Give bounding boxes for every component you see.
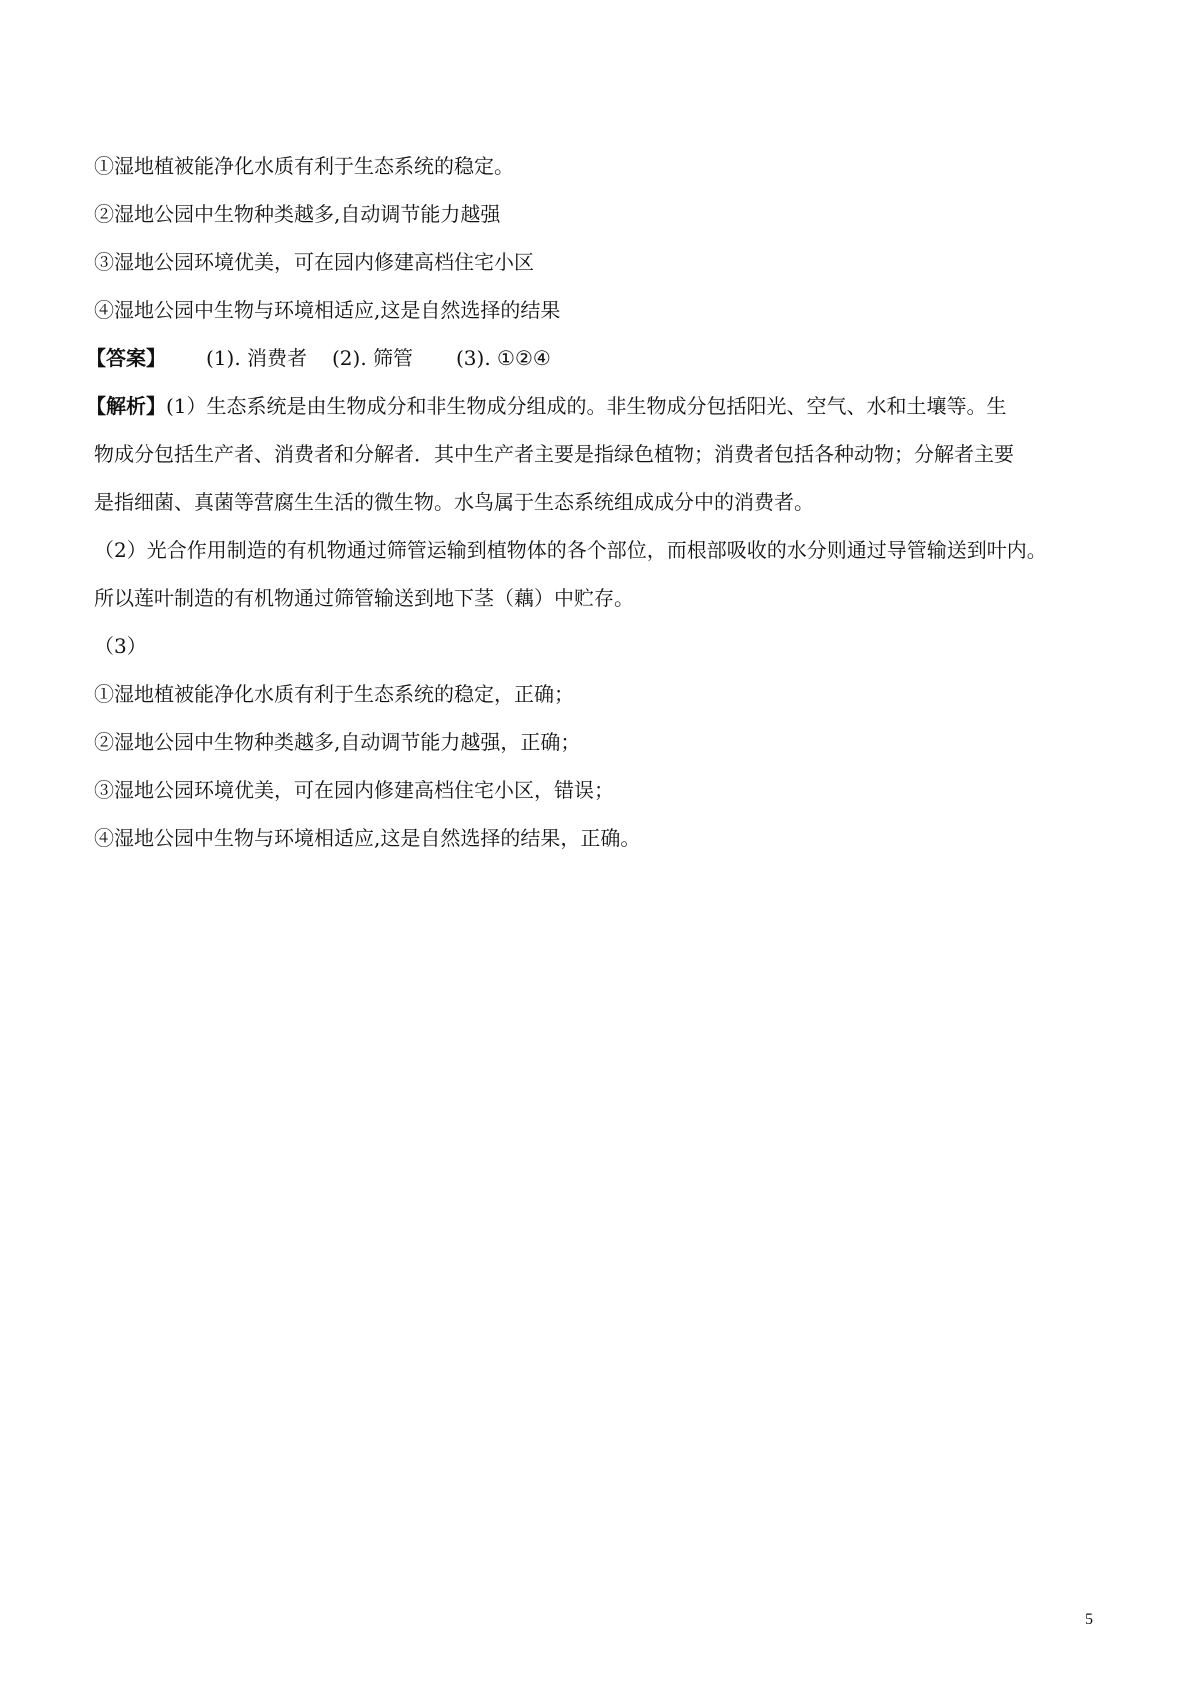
analysis-p2-line-2: 所以莲叶制造的有机物通过筛管输送到地下茎（藕）中贮存。: [94, 586, 634, 610]
answer-label: 【答案】: [86, 346, 166, 370]
answer-item-3: (3). ①②④: [456, 346, 551, 370]
judgement-2: ②湿地公园中生物种类越多,自动调节能力越强，正确；: [94, 730, 581, 754]
analysis-label: 【解析】: [86, 394, 166, 418]
analysis-paragraph-3: [94, 622, 1104, 862]
analysis-p1-line-2: 物成分包括生产者、消费者和分解者．其中生产者主要是指绿色植物；消费者包括各种动物；分解者主要: [94, 442, 1014, 466]
judgement-1: ①湿地植被能净化水质有利于生态系统的稳定，正确；: [94, 682, 574, 706]
analysis-p3-label: （3）: [94, 634, 147, 658]
analysis-line: [86, 382, 1104, 430]
judgement-3: ③湿地公园环境优美，可在园内修建高档住宅小区，错误；: [94, 778, 614, 802]
analysis-p1-line-3: 是指细菌、真菌等营腐生生活的微生物。水鸟属于生态系统组成成分中的消费者。: [94, 490, 814, 514]
statement-1: ①湿地植被能净化水质有利于生态系统的稳定。: [94, 154, 514, 178]
page-content: [86, 154, 1104, 862]
analysis-p1-line-1: (1）生态系统是由生物成分和非生物成分组成的。非生物成分包括阳光、空气、水和土壤等。生: [166, 394, 1007, 418]
analysis-paragraph-2: [94, 526, 1104, 622]
answer-row: [86, 346, 1104, 370]
answer-item-2: (2). 筛管: [332, 346, 414, 370]
page-number: 5: [1085, 1611, 1093, 1628]
statement-4: ④湿地公园中生物与环境相适应,这是自然选择的结果: [94, 298, 561, 322]
analysis-paragraph-1: [86, 382, 1104, 526]
statement-2: ②湿地公园中生物种类越多,自动调节能力越强: [94, 202, 501, 226]
analysis-p2-line-1: （2）光合作用制造的有机物通过筛管运输到植物体的各个部位，而根部吸收的水分则通过导管输送到叶内。: [94, 538, 1047, 562]
judgement-4: ④湿地公园中生物与环境相适应,这是自然选择的结果，正确。: [94, 826, 641, 850]
answer-item-1: (1). 消费者: [206, 346, 308, 370]
statement-3: ③湿地公园环境优美，可在园内修建高档住宅小区: [94, 250, 534, 274]
